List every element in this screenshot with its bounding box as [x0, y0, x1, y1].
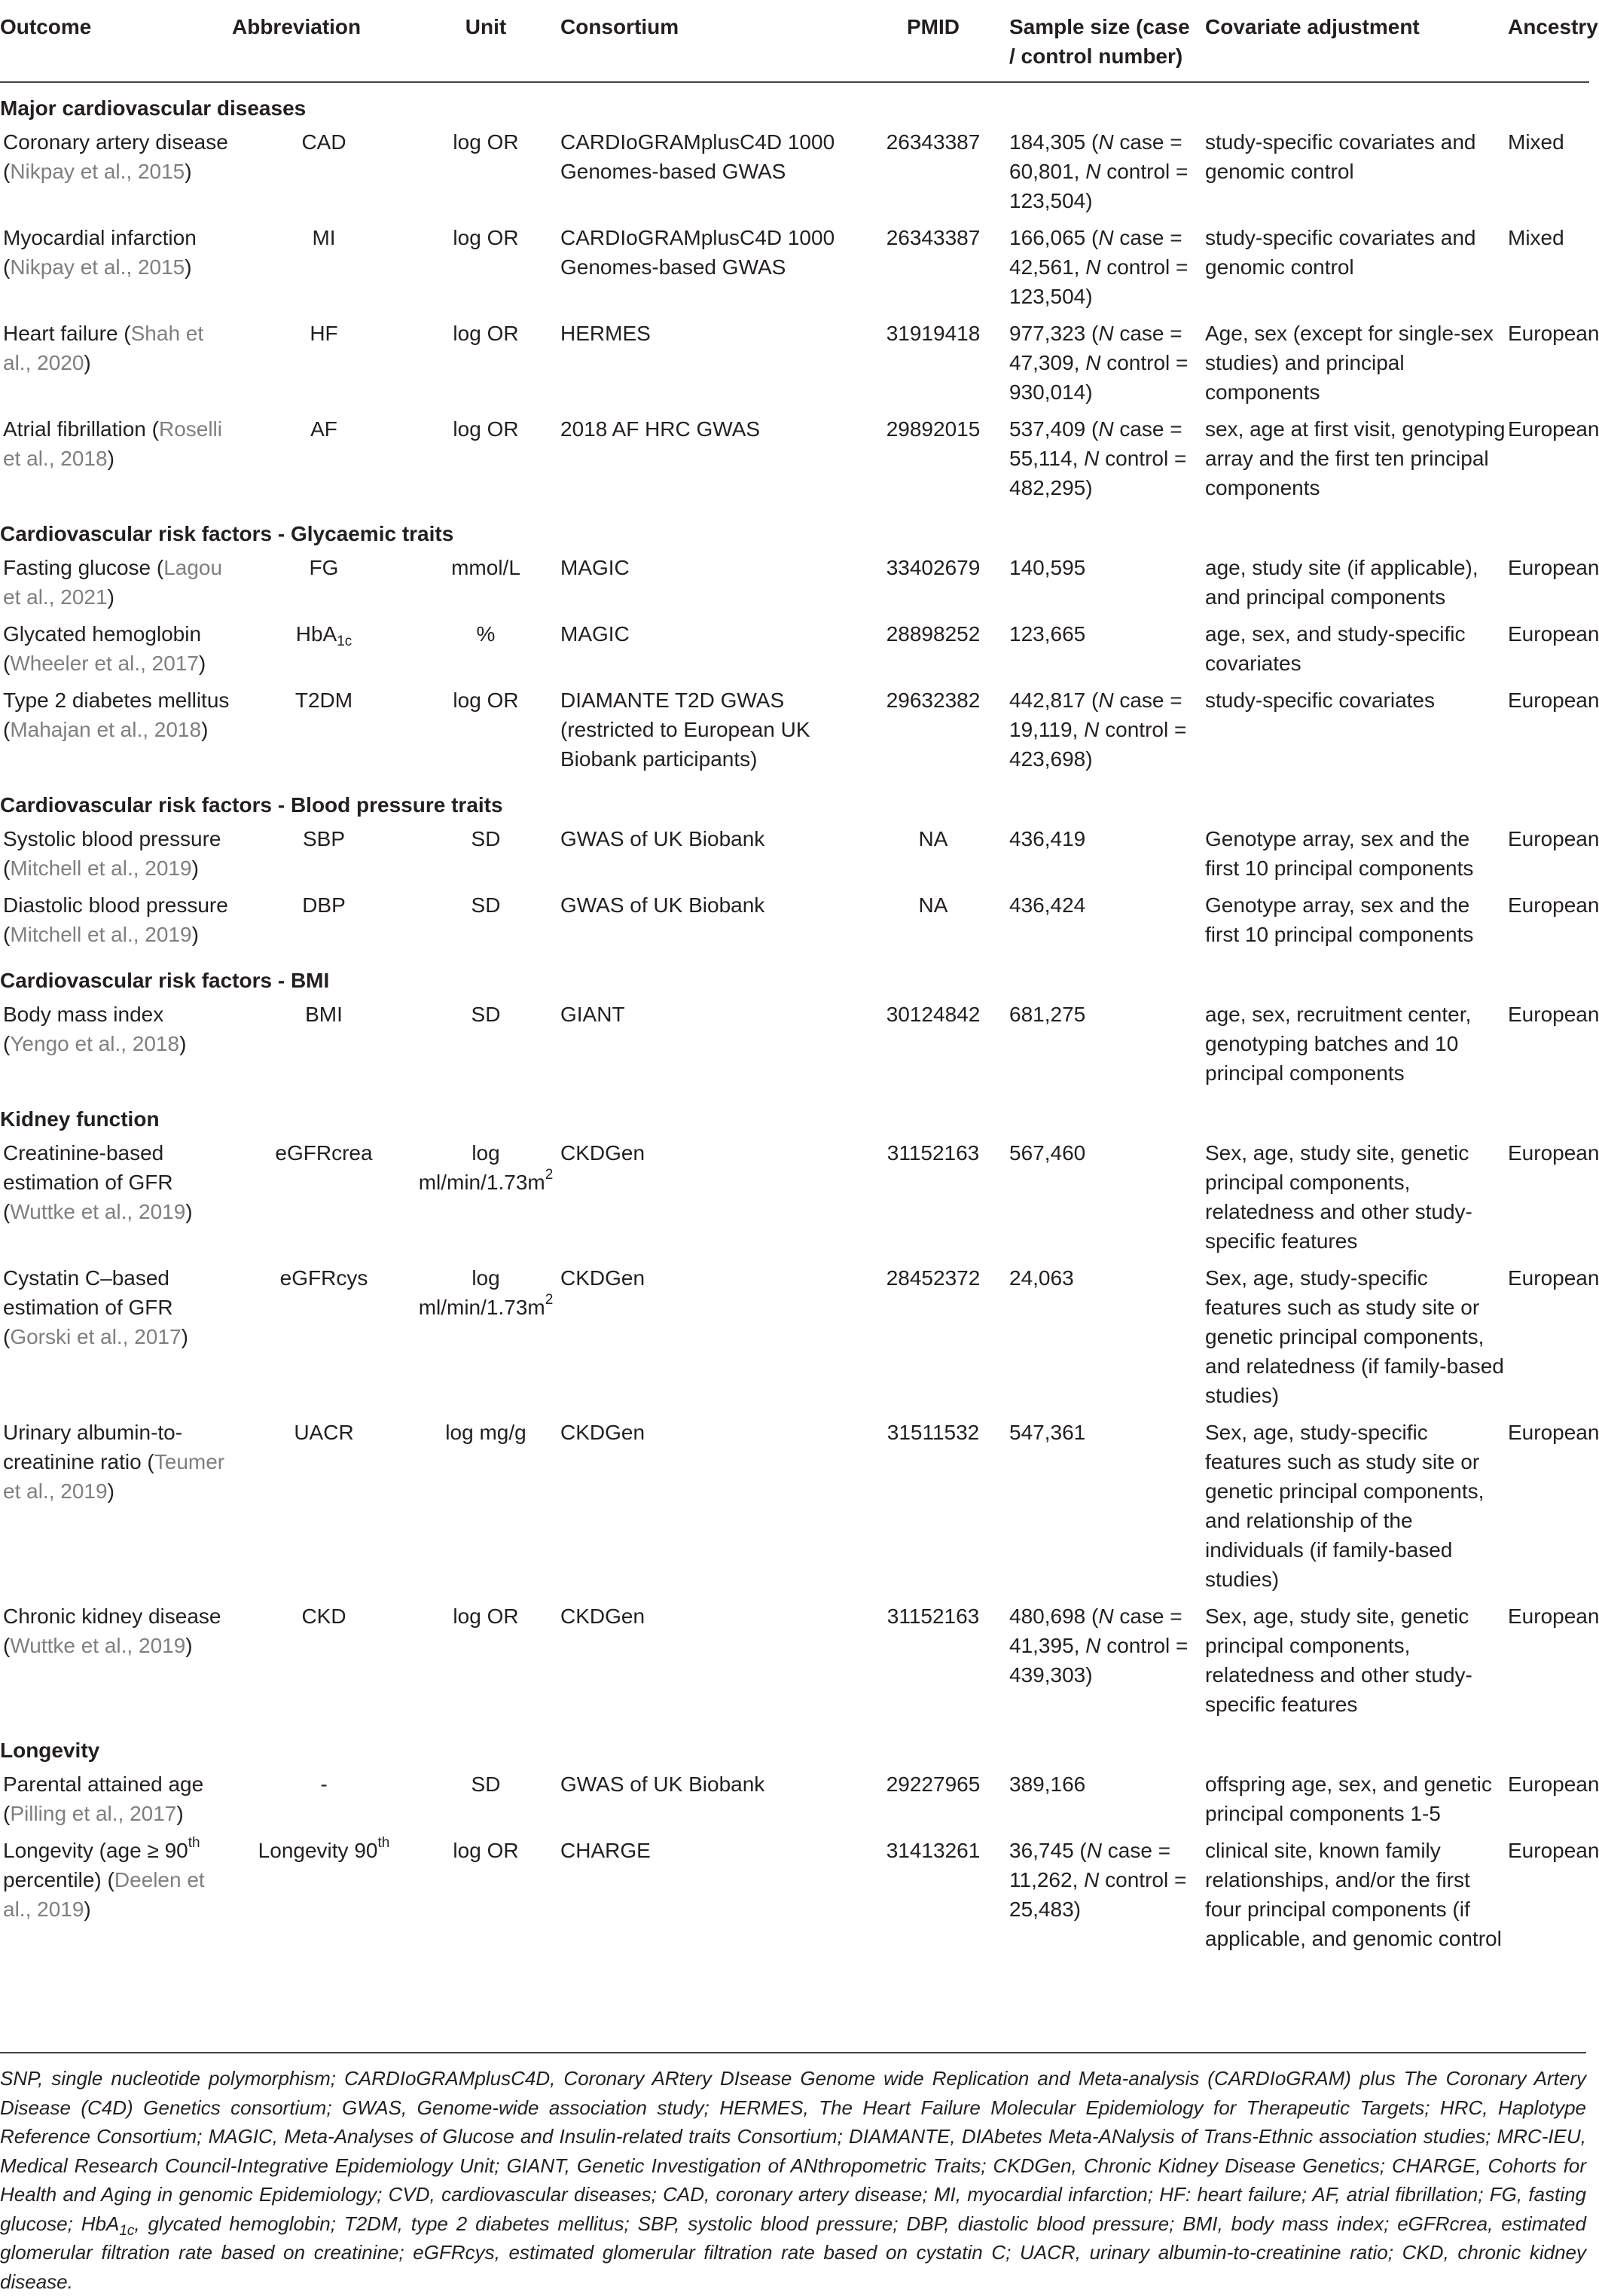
- n-symbol: N: [1098, 1604, 1114, 1628]
- covariate-cell: offspring age, sex, and genetic principal components 1-5: [1205, 1772, 1492, 1825]
- case-label: case: [1119, 322, 1164, 345]
- control-label: control: [1105, 447, 1169, 470]
- section-title: Cardiovascular risk factors - BMI: [0, 969, 330, 992]
- pmid-cell: 26343387: [886, 130, 981, 154]
- table-row: [0, 823, 1589, 889]
- unit-cell: [416, 221, 556, 317]
- section-row: [0, 1725, 1589, 1768]
- abbreviation-cell: [232, 551, 416, 618]
- consortium-cell: CARDIoGRAMplusC4D 1000 Genomes-based GWAS: [560, 130, 835, 183]
- unit: mmol/L: [451, 556, 520, 579]
- table-row: [0, 1768, 1589, 1834]
- section-title: Cardiovascular risk factors - Glycaemic traits: [0, 522, 454, 545]
- outcome-name: Systolic blood pressure: [3, 827, 221, 850]
- outcome-name: Chronic kidney disease: [3, 1604, 221, 1628]
- section-title: Kidney function: [0, 1107, 160, 1131]
- pmid-cell: NA: [918, 893, 948, 917]
- n-symbol: N: [1098, 688, 1114, 712]
- ancestry-cell: European: [1508, 1266, 1599, 1290]
- citation-reference: Nikpay et al., 2015: [10, 160, 185, 183]
- abbreviation-cell: [232, 413, 416, 508]
- consortium-cell: CKDGen: [560, 1141, 645, 1165]
- unit: SD: [471, 893, 501, 917]
- abbreviation-cell: [232, 1262, 416, 1416]
- sample-total: 140,595: [1009, 556, 1086, 579]
- ancestry-cell: European: [1508, 1421, 1599, 1444]
- abbreviation: eGFRcys: [279, 1266, 368, 1290]
- sample-size-cell: 480,698 (N case = 41,395, N control = 439,303): [1009, 1604, 1189, 1687]
- citation-reference: Mitchell et al., 2019: [10, 856, 192, 880]
- citation-reference: Yengo et al., 2018: [10, 1032, 180, 1055]
- abbreviation: -: [320, 1772, 328, 1796]
- n-symbol: N: [1098, 417, 1114, 441]
- n-symbol: N: [1086, 1839, 1102, 1862]
- header-ancestry: Ancestry: [1508, 3, 1589, 82]
- outcome-name: Parental attained age: [3, 1772, 204, 1796]
- pmid-cell: 28452372: [886, 1266, 981, 1290]
- sample-size-cell: [1005, 889, 1201, 955]
- consortium-cell: GIANT: [560, 1003, 625, 1026]
- consortium-cell: GWAS of UK Biobank: [560, 1772, 765, 1796]
- case-label: case: [1119, 130, 1164, 154]
- sample-total: 681,275: [1009, 1003, 1086, 1026]
- unit: log OR: [453, 1604, 519, 1628]
- sample-total: 442,817: [1009, 688, 1086, 712]
- sample-total: 184,305: [1009, 130, 1086, 154]
- consortium-cell: GWAS of UK Biobank: [560, 827, 765, 850]
- n-control: 930,014: [1009, 380, 1086, 404]
- abbreviation-superscript: th: [377, 1835, 390, 1851]
- n-case: 41,395: [1009, 1634, 1074, 1657]
- control-label: control: [1105, 1868, 1169, 1891]
- unit: log OR: [453, 417, 519, 441]
- control-label: control: [1106, 351, 1170, 374]
- n-case: 11,262: [1009, 1868, 1073, 1891]
- outcome-name: Urinary albumin-to-creatinine ratio: [3, 1421, 183, 1473]
- sample-total: 480,698: [1009, 1604, 1086, 1628]
- unit-cell: [416, 1834, 556, 1959]
- pmid-cell: 33402679: [886, 556, 981, 579]
- sample-size-cell: [1005, 1416, 1201, 1600]
- section-row: [0, 82, 1589, 126]
- n-symbol: N: [1098, 322, 1114, 345]
- table-row: [0, 998, 1589, 1094]
- unit-cell: [416, 1416, 556, 1600]
- covariate-cell: age, sex, recruitment center, genotyping batches and 10 principal components: [1205, 1003, 1472, 1085]
- n-symbol: N: [1085, 351, 1101, 374]
- sample-size-cell: [1005, 998, 1201, 1094]
- section-row: [0, 955, 1589, 998]
- abbreviation-cell: [232, 618, 416, 684]
- header-outcome: Outcome: [0, 3, 232, 82]
- unit-superscript: 2: [545, 1292, 554, 1308]
- section-row: [0, 508, 1589, 551]
- abbreviation-cell: [232, 998, 416, 1094]
- pmid-cell: 31413261: [886, 1839, 981, 1862]
- outcome-cell: Parental attained age (Pilling et al., 2017): [3, 1772, 204, 1825]
- sample-total: 123,665: [1009, 622, 1086, 646]
- outcome-name: Heart failure: [3, 322, 118, 345]
- table-row: [0, 551, 1589, 618]
- pmid-cell: NA: [918, 827, 948, 850]
- abbreviation-subscript: 1c: [337, 634, 352, 649]
- sample-total: 166,065: [1009, 226, 1086, 249]
- abbreviation: CAD: [301, 130, 346, 154]
- citation-reference: Lagou et al., 2021: [3, 556, 223, 609]
- abbreviation: SBP: [302, 827, 346, 850]
- covariate-cell: study-specific covariates and genomic control: [1205, 130, 1476, 183]
- n-control: 123,504: [1009, 285, 1086, 308]
- outcome-name-tail: percentile): [3, 1868, 102, 1891]
- section-row: [0, 1094, 1589, 1137]
- ancestry-cell: European: [1508, 556, 1599, 579]
- abbreviation: HF: [310, 322, 338, 345]
- sample-total: 436,424: [1009, 893, 1086, 917]
- covariate-cell: Genotype array, sex and the first 10 principal components: [1205, 893, 1474, 946]
- control-label: control: [1106, 1634, 1170, 1657]
- citation-reference: Deelen et al., 2019: [3, 1868, 205, 1921]
- unit-cell: [416, 1137, 556, 1262]
- pmid-cell: 28898252: [886, 622, 981, 646]
- consortium-cell: MAGIC: [560, 556, 630, 579]
- unit-cell: [416, 126, 556, 221]
- n-symbol: N: [1084, 718, 1100, 741]
- abbreviation: FG: [309, 556, 339, 579]
- header-consortium: Consortium: [556, 3, 862, 82]
- outcome-cell: Myocardial infarction (Nikpay et al., 2015): [3, 226, 197, 279]
- unit: log ml/min/1.73m: [418, 1266, 545, 1319]
- citation-reference: Teumer et al., 2019: [3, 1450, 225, 1503]
- outcome-cell: Creatinine-based estimation of GFR (Wuttke et al., 2019): [3, 1141, 193, 1223]
- ancestry-cell: European: [1508, 1772, 1599, 1796]
- citation-reference: Nikpay et al., 2015: [10, 255, 185, 279]
- citation-reference: Pilling et al., 2017: [10, 1802, 177, 1825]
- header-row: [0, 3, 1589, 82]
- pmid-cell: 29632382: [886, 688, 981, 712]
- sample-size-cell: 166,065 (N case = 42,561, N control = 123,504): [1009, 226, 1189, 308]
- abbreviation: UACR: [294, 1421, 354, 1444]
- case-label: case: [1119, 417, 1164, 441]
- covariate-cell: age, study site (if applicable), and principal components: [1205, 556, 1478, 609]
- footnote-text-1: SNP, single nucleotide polymorphism; CARDIoGRAMplusC4D, Coronary ARtery DIsease Genome wide Replication and Meta-analysis (CARDIoGRAM) plus The Coronary Artery Disease (C4D) Genetics consortium; GWAS, Genome-wide association study; HERMES, The Heart Failure Molecular Epidemiology for Therapeutic Targets; HRC, Haplotype Reference Consortium; MAGIC, Meta-Analyses of Glucose and Insulin-related traits Consortium; DIAMANTE, DIAbetes Meta-ANalysis of Trans-Ethnic association studies; MRC-IEU, Medical Research Council-Integrative Epidemiology Unit; GIANT, Genetic Investigation of ANthropometric Traits; CKDGen, Chronic Kidney Disease Genetics; CHARGE, Cohorts for Health and Aging in genomic Epidemiology; CVD, cardiovascular diseases; CAD, coronary artery disease; MI, myocardial infarction; HF: heart failure; AF, atrial fibrillation; FG, fasting glucose; HbA: [0, 2067, 1586, 2235]
- citation-reference: Wuttke et al., 2019: [10, 1200, 186, 1223]
- unit-superscript: 2: [545, 1167, 554, 1183]
- sample-size-cell: [1005, 823, 1201, 889]
- pmid-cell: 31919418: [886, 322, 981, 345]
- pmid-cell: 31152163: [886, 1141, 980, 1165]
- unit: log OR: [453, 322, 519, 345]
- header-pmid: PMID: [862, 3, 1005, 82]
- abbreviation-cell: [232, 889, 416, 955]
- sample-total: 977,323: [1009, 322, 1086, 345]
- abbreviation-cell: [232, 823, 416, 889]
- covariate-cell: sex, age at first visit, genotyping array and the first ten principal components: [1205, 417, 1506, 499]
- n-case: 42,561: [1009, 255, 1074, 279]
- n-control: 123,504: [1009, 189, 1086, 212]
- n-control: 482,295: [1009, 476, 1086, 499]
- abbreviation-cell: [232, 221, 416, 317]
- pmid-cell: 29892015: [886, 417, 981, 441]
- consortium-cell: 2018 AF HRC GWAS: [560, 417, 761, 441]
- citation-reference: Wuttke et al., 2019: [10, 1634, 186, 1657]
- outcome-name: Coronary artery disease: [3, 130, 228, 154]
- unit-cell: [416, 618, 556, 684]
- case-label: case: [1119, 226, 1164, 249]
- unit: SD: [471, 827, 501, 850]
- header-abbreviation: Abbreviation: [232, 3, 416, 82]
- sample-size-cell: [1005, 1768, 1201, 1834]
- abbreviation-cell: [232, 126, 416, 221]
- abbreviation: HbA: [295, 622, 337, 646]
- unit: SD: [471, 1772, 501, 1796]
- table-footnote: [0, 2052, 1586, 2296]
- abbreviation: eGFRcrea: [275, 1141, 373, 1165]
- sample-size-cell: 977,323 (N case = 47,309, N control = 930,014): [1009, 322, 1189, 404]
- control-label: control: [1106, 160, 1170, 183]
- outcome-name: Fasting glucose: [3, 556, 151, 579]
- outcome-superscript: th: [188, 1835, 200, 1851]
- table-row: [0, 1600, 1589, 1725]
- abbreviation: CKD: [301, 1604, 346, 1628]
- table-row: [0, 1834, 1589, 1959]
- outcome-cell: Systolic blood pressure (Mitchell et al., 2019): [3, 827, 221, 880]
- outcome-cell: Diastolic blood pressure (Mitchell et al., 2019): [3, 893, 228, 946]
- citation-reference: Mahajan et al., 2018: [10, 718, 202, 741]
- section-row: [0, 780, 1589, 823]
- unit: SD: [471, 1003, 501, 1026]
- outcome-name: Body mass index: [3, 1003, 164, 1026]
- sample-size-cell: 442,817 (N case = 19,119, N control = 423,698): [1009, 688, 1187, 771]
- outcome-name: Diastolic blood pressure: [3, 893, 228, 917]
- abbreviation: T2DM: [294, 688, 353, 712]
- table-body: [0, 82, 1599, 1959]
- covariate-cell: Sex, age, study-specific features such as study site or genetic principal components, and relatedness (if family-based studies): [1205, 1266, 1504, 1407]
- unit-cell: [416, 413, 556, 508]
- sample-size-cell: 36,745 (N case = 11,262, N control = 25,483): [1009, 1839, 1187, 1921]
- n-case: 19,119: [1009, 718, 1073, 741]
- control-label: control: [1105, 718, 1169, 741]
- ancestry-cell: European: [1508, 622, 1599, 646]
- abbreviation-cell: [232, 1137, 416, 1262]
- unit: log OR: [453, 226, 519, 249]
- n-symbol: N: [1098, 130, 1114, 154]
- citation-reference: Wheeler et al., 2017: [10, 652, 199, 675]
- unit-cell: [416, 823, 556, 889]
- unit: log OR: [453, 688, 519, 712]
- consortium-cell: GWAS of UK Biobank: [560, 893, 765, 917]
- covariate-cell: Sex, age, study site, genetic principal components, relatedness and other study-specific features: [1205, 1141, 1472, 1253]
- unit-cell: [416, 684, 556, 780]
- ancestry-cell: European: [1508, 688, 1599, 712]
- sample-size-cell: [1005, 1262, 1201, 1416]
- covariate-cell: Sex, age, study-specific features such as study site or genetic principal components, and relationship of the individuals (if family-based studies): [1205, 1421, 1485, 1591]
- abbreviation: MI: [312, 226, 336, 249]
- covariate-cell: clinical site, known family relationships, and/or the first four principal components (if applicable, and genomic control: [1205, 1839, 1502, 1950]
- unit-cell: [416, 1600, 556, 1725]
- covariate-cell: study-specific covariates and genomic control: [1205, 226, 1476, 279]
- table-row: [0, 889, 1589, 955]
- outcome-cell: Chronic kidney disease (Wuttke et al., 2019): [3, 1604, 221, 1657]
- pmid-cell: 26343387: [886, 226, 981, 249]
- outcome-cell: Type 2 diabetes mellitus (Mahajan et al., 2018): [3, 688, 230, 741]
- ancestry-cell: European: [1508, 1003, 1599, 1026]
- sample-total: 36,745: [1009, 1839, 1074, 1862]
- abbreviation-cell: [232, 1600, 416, 1725]
- ancestry-cell: European: [1508, 827, 1599, 850]
- unit-cell: [416, 1262, 556, 1416]
- outcome-cell: Cystatin C–based estimation of GFR (Gorski et al., 2017): [3, 1266, 188, 1348]
- section-title: Major cardiovascular diseases: [0, 96, 307, 120]
- table-row: [0, 618, 1589, 684]
- sample-size-cell: 184,305 (N case = 60,801, N control = 123,504): [1009, 130, 1189, 212]
- footnote-subscript: 1c: [119, 2222, 135, 2239]
- consortium-cell: CARDIoGRAMplusC4D 1000 Genomes-based GWAS: [560, 226, 835, 279]
- outcome-name: Cystatin C–based estimation of GFR: [3, 1266, 173, 1319]
- abbreviation: AF: [310, 417, 337, 441]
- outcome-cell: Body mass index (Yengo et al., 2018): [3, 1003, 187, 1055]
- case-label: case: [1119, 688, 1164, 712]
- citation-reference: Shah et al., 2020: [3, 322, 204, 374]
- section-title: Longevity: [0, 1739, 100, 1762]
- outcome-cell: Urinary albumin-to-creatinine ratio (Teumer et al., 2019): [3, 1421, 225, 1503]
- n-control: 423,698: [1009, 747, 1086, 771]
- n-case: 55,114: [1009, 447, 1073, 470]
- sample-total: 389,166: [1009, 1772, 1086, 1796]
- sample-total: 567,460: [1009, 1141, 1086, 1165]
- outcome-name: Myocardial infarction: [3, 226, 197, 249]
- table-row: [0, 1262, 1589, 1416]
- n-symbol: N: [1085, 255, 1101, 279]
- ancestry-cell: Mixed: [1508, 226, 1564, 249]
- covariate-cell: Age, sex (except for single-sex studies) and principal components: [1205, 322, 1494, 404]
- outcome-name: Creatinine-based estimation of GFR: [3, 1141, 173, 1194]
- footnote-text-2: , glycated hemoglobin; T2DM, type 2 diabetes mellitus; SBP, systolic blood pressure; DBP, diastolic blood pressure; BMI, body mass index; eGFRcrea, estimated glomerular filtration rate based on creatinine; eGFRcys, estimated glomerular filtration rate based on cystatin C; UACR, urinary albumin-to-creatinine ratio; CKD, chronic kidney disease.: [0, 2212, 1586, 2293]
- table-row: [0, 221, 1589, 317]
- n-case: 47,309: [1009, 351, 1074, 374]
- table-row: [0, 413, 1589, 508]
- abbreviation-cell: [232, 684, 416, 780]
- unit-cell: [416, 998, 556, 1094]
- table-row: [0, 317, 1589, 413]
- unit: log ml/min/1.73m: [418, 1141, 545, 1194]
- n-symbol: N: [1084, 447, 1100, 470]
- pmid-cell: 31152163: [886, 1604, 980, 1628]
- n-symbol: N: [1085, 1634, 1101, 1657]
- abbreviation-cell: [232, 1768, 416, 1834]
- outcome-cell: Heart failure (Shah et al., 2020): [3, 322, 204, 374]
- n-symbol: N: [1084, 1868, 1100, 1891]
- ancestry-cell: European: [1508, 322, 1599, 345]
- ancestry-cell: European: [1508, 1604, 1599, 1628]
- n-symbol: N: [1098, 226, 1114, 249]
- consortium-cell: DIAMANTE T2D GWAS (restricted to European UK Biobank participants): [560, 688, 810, 771]
- sample-size-cell: [1005, 551, 1201, 618]
- covariate-cell: Sex, age, study site, genetic principal components, relatedness and other study-specific features: [1205, 1604, 1472, 1716]
- table-row: [0, 1137, 1589, 1262]
- covariate-cell: age, sex, and study-specific covariates: [1205, 622, 1466, 675]
- table-row: [0, 1416, 1589, 1600]
- ancestry-cell: European: [1508, 417, 1599, 441]
- consortium-cell: CHARGE: [560, 1839, 651, 1862]
- n-symbol: N: [1085, 160, 1101, 183]
- outcome-cell: Longevity (age ≥ 90th percentile) (Deelen et al., 2019): [3, 1835, 205, 1921]
- unit-cell: [416, 317, 556, 413]
- section-title: Cardiovascular risk factors - Blood pressure traits: [0, 793, 503, 817]
- sample-total: 24,063: [1009, 1266, 1074, 1290]
- sample-size-cell: [1005, 618, 1201, 684]
- abbreviation: DBP: [302, 893, 346, 917]
- consortium-cell: HERMES: [560, 322, 651, 345]
- n-case: 60,801: [1009, 160, 1074, 183]
- n-control: 439,303: [1009, 1663, 1086, 1687]
- pmid-cell: 29227965: [886, 1772, 981, 1796]
- outcome-cell: Fasting glucose (Lagou et al., 2021): [3, 556, 223, 609]
- consortium-cell: MAGIC: [560, 622, 630, 646]
- citation-reference: Roselli et al., 2018: [3, 417, 222, 470]
- covariate-cell: study-specific covariates: [1205, 688, 1436, 712]
- outcome-name: Type 2 diabetes mellitus: [3, 688, 230, 712]
- outcome-name: Longevity (age ≥ 90: [3, 1839, 188, 1862]
- control-label: control: [1106, 255, 1170, 279]
- outcome-cell: Coronary artery disease (Nikpay et al., 2015): [3, 130, 228, 183]
- abbreviation: Longevity 90: [258, 1839, 378, 1862]
- pmid-cell: 31511532: [886, 1421, 980, 1444]
- ancestry-cell: European: [1508, 1141, 1599, 1165]
- consortium-cell: CKDGen: [560, 1604, 645, 1628]
- consortium-cell: CKDGen: [560, 1421, 645, 1444]
- sample-total: 537,409: [1009, 417, 1086, 441]
- ancestry-cell: Mixed: [1508, 130, 1564, 154]
- unit-cell: [416, 889, 556, 955]
- outcome-name: Atrial fibrillation: [3, 417, 146, 441]
- abbreviation-cell: [232, 1834, 416, 1959]
- abbreviation: BMI: [305, 1003, 343, 1026]
- sample-total: 436,419: [1009, 827, 1086, 850]
- outcome-name: Glycated hemoglobin: [3, 622, 202, 646]
- header-covariate-adjustment: Covariate adjustment: [1201, 3, 1508, 82]
- covariate-cell: Genotype array, sex and the first 10 principal components: [1205, 827, 1474, 880]
- unit: log OR: [453, 1839, 519, 1862]
- header-unit: Unit: [416, 3, 556, 82]
- abbreviation-cell: [232, 317, 416, 413]
- sample-size-cell: 537,409 (N case = 55,114, N control = 482,295): [1009, 417, 1187, 499]
- sample-total: 547,361: [1009, 1421, 1086, 1444]
- table-row: [0, 684, 1589, 780]
- ancestry-cell: European: [1508, 1839, 1599, 1862]
- unit: %: [476, 622, 496, 646]
- outcome-cell: Atrial fibrillation (Roselli et al., 2018): [3, 417, 222, 470]
- case-label: case: [1107, 1839, 1152, 1862]
- gwas-outcomes-table: [0, 3, 1599, 1959]
- citation-reference: Gorski et al., 2017: [10, 1325, 182, 1348]
- pmid-cell: 30124842: [886, 1003, 981, 1026]
- outcome-cell: Glycated hemoglobin (Wheeler et al., 2017): [3, 622, 206, 675]
- citation-reference: Mitchell et al., 2019: [10, 923, 192, 946]
- n-control: 25,483: [1009, 1898, 1074, 1921]
- unit: log mg/g: [445, 1421, 526, 1444]
- unit-cell: [416, 1768, 556, 1834]
- table-row: [0, 126, 1589, 221]
- ancestry-cell: European: [1508, 893, 1599, 917]
- header-sample-size: Sample size (case / control number): [1005, 3, 1201, 82]
- sample-size-cell: [1005, 1137, 1201, 1262]
- unit: log OR: [453, 130, 519, 154]
- abbreviation-cell: [232, 1416, 416, 1600]
- consortium-cell: CKDGen: [560, 1266, 645, 1290]
- case-label: case: [1119, 1604, 1164, 1628]
- unit-cell: [416, 551, 556, 618]
